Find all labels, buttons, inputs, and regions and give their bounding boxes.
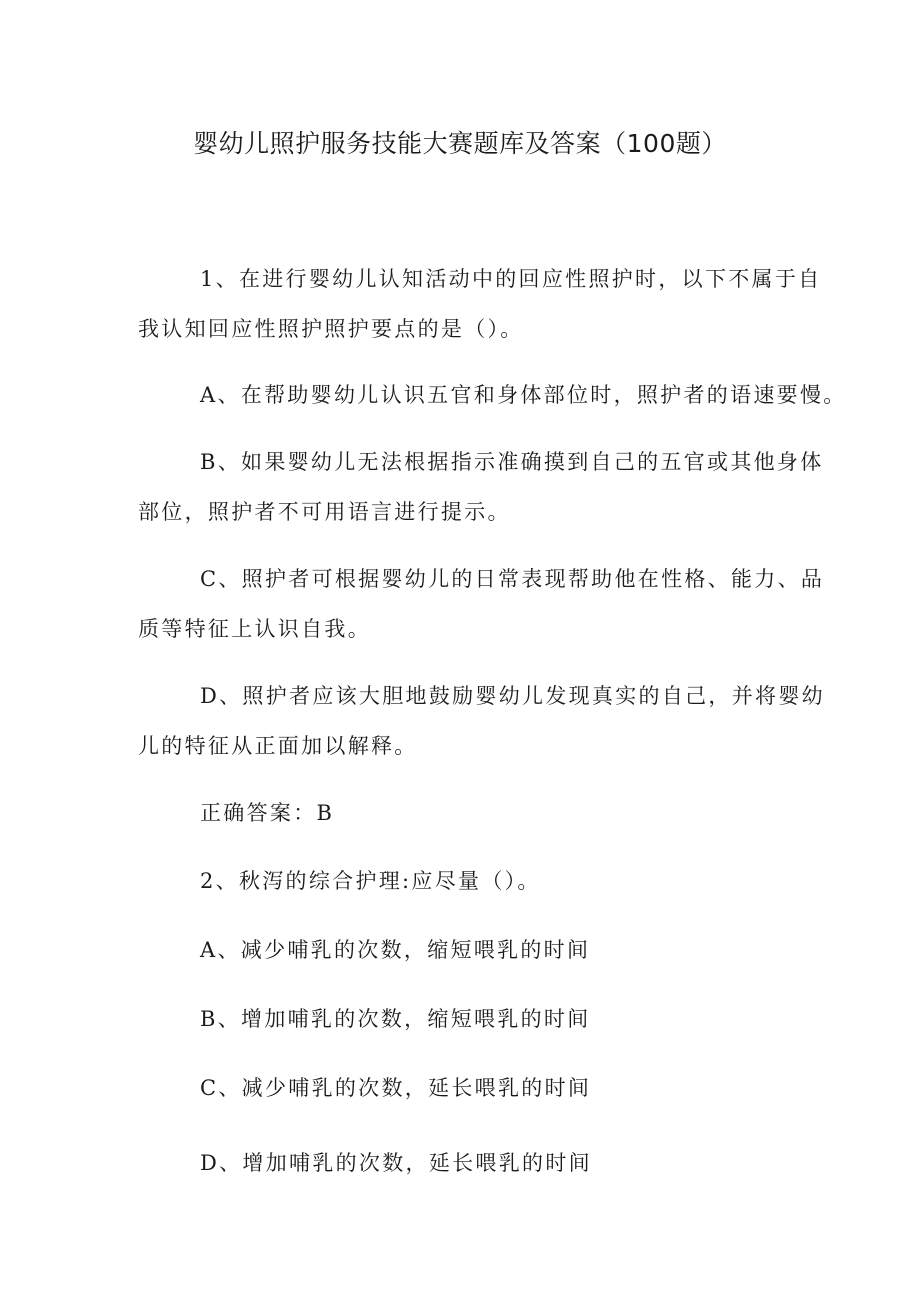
option-b-line: 部位，照护者不可用语言进行提示。 (138, 500, 511, 524)
option-b: B、增加哺乳的次数，缩短喂乳的时间 (200, 1007, 591, 1031)
option-a: A、在帮助婴幼儿认识五官和身体部位时，照护者的语速要慢。 (200, 383, 847, 407)
option-c: C、减少哺乳的次数，延长喂乳的时间 (200, 1076, 592, 1100)
option-d-line: D、照护者应该大胆地鼓励婴幼儿发现真实的自己，并将婴幼 (200, 684, 825, 708)
option-c-line: C、照护者可根据婴幼儿的日常表现帮助他在性格、能力、品 (200, 567, 825, 591)
correct-answer: 正确答案：B (200, 801, 335, 825)
question-stem-line: 2、秋泻的综合护理:应尽量（）。 (200, 869, 541, 893)
option-b-line: B、如果婴幼儿无法根据指示准确摸到自己的五官或其他身体 (200, 450, 824, 474)
option-c-line: 质等特征上认识自我。 (138, 617, 371, 641)
document-title: 婴幼儿照护服务技能大赛题库及答案（100题） (193, 129, 727, 158)
option-d-line: 儿的特征从正面加以解释。 (138, 734, 418, 758)
option-d: D、增加哺乳的次数，延长喂乳的时间 (200, 1151, 592, 1175)
question-stem-line: 我认知回应性照护照护要点的是（）。 (138, 317, 524, 341)
option-a: A、减少哺乳的次数，缩短喂乳的时间 (200, 938, 591, 962)
question-stem-line: 1、在进行婴幼儿认知活动中的回应性照护时，以下不属于自 (200, 267, 822, 291)
